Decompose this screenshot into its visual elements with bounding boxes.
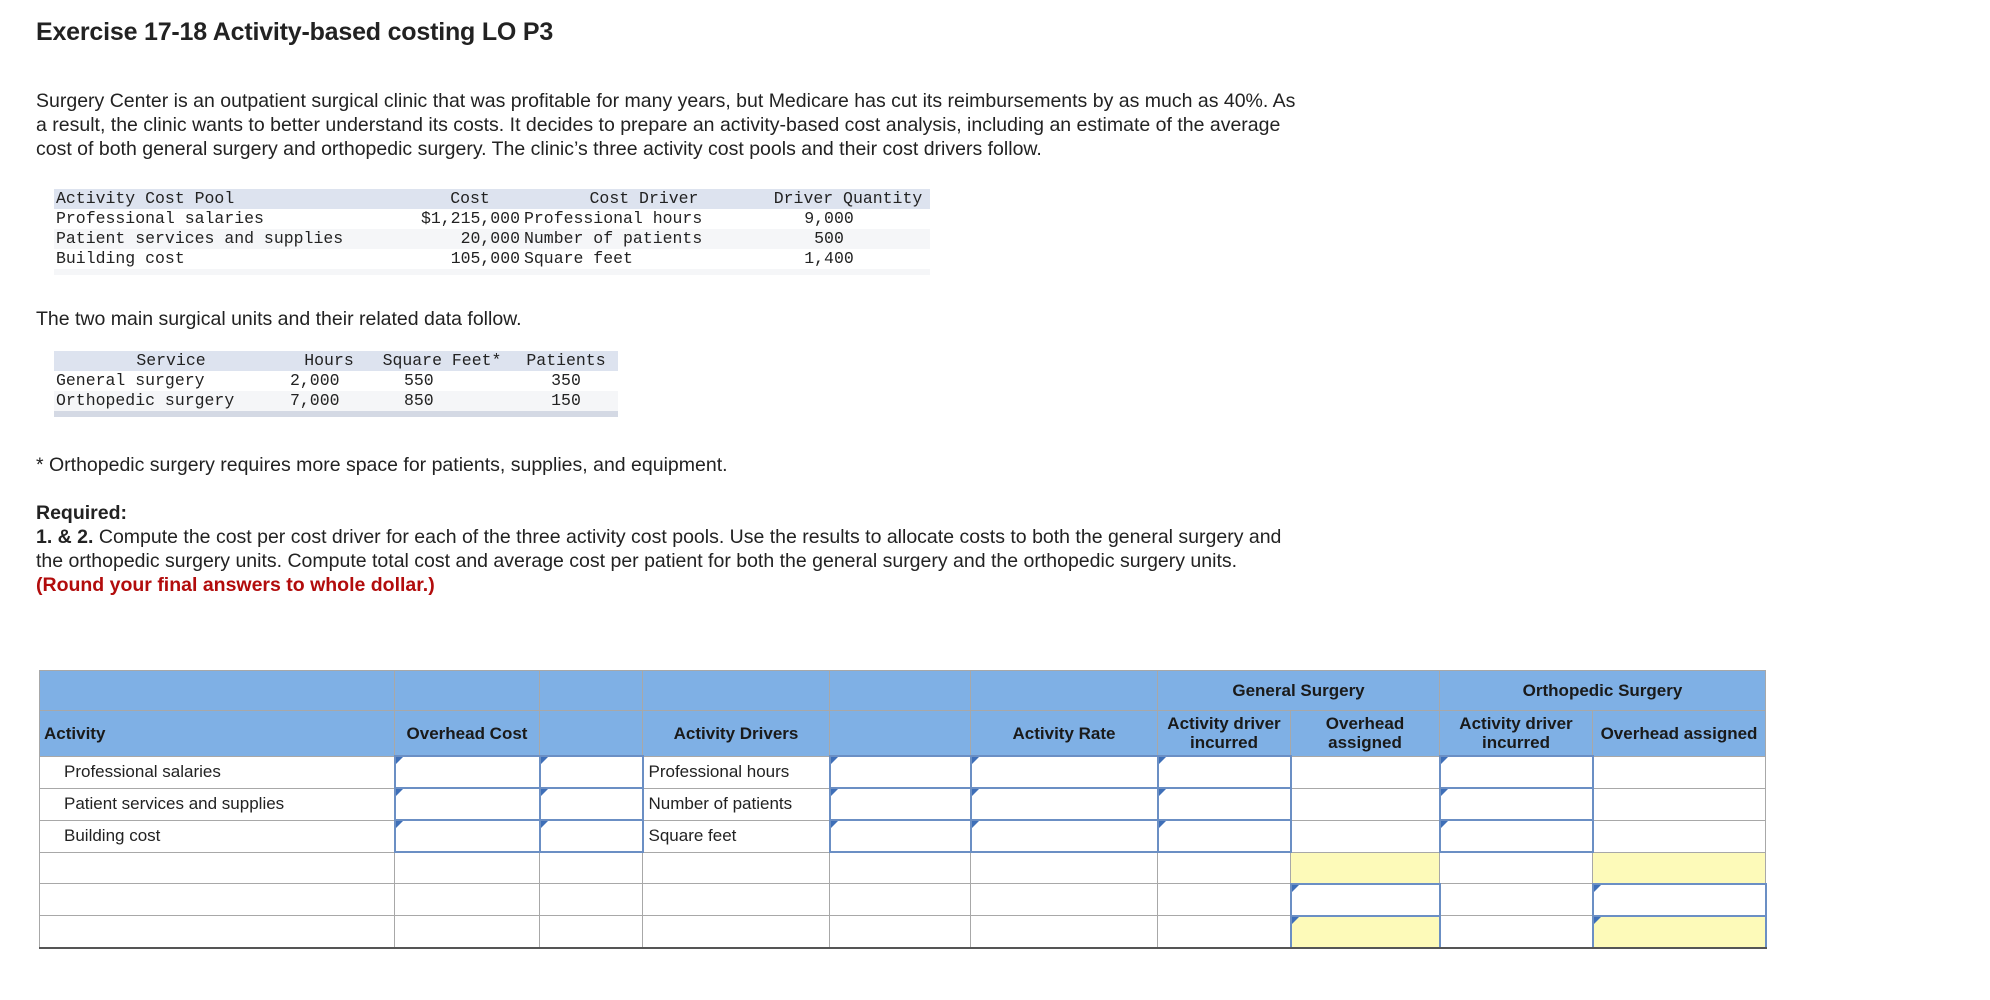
surgical-units-table bbox=[54, 351, 618, 417]
activity-label: Building cost bbox=[40, 820, 395, 852]
units-row bbox=[54, 391, 618, 411]
unit-sqft: 550 bbox=[404, 371, 434, 390]
units-header-patients: Patients bbox=[514, 351, 618, 371]
driver-quantity-input[interactable] bbox=[830, 820, 971, 852]
activity-driver-label: Number of patients bbox=[643, 788, 830, 820]
pool-cost: 20,000 bbox=[418, 229, 522, 249]
activity-rate-input[interactable] bbox=[971, 756, 1158, 788]
ortho-average-cost-input[interactable] bbox=[1593, 916, 1766, 948]
pool-driver: Professional hours bbox=[524, 209, 703, 228]
overhead-cost-unit-input[interactable] bbox=[540, 756, 643, 788]
general-driver-input[interactable] bbox=[1158, 756, 1291, 788]
grid-row-professional-salaries bbox=[40, 756, 1766, 788]
ortho-driver-input[interactable] bbox=[1440, 756, 1593, 788]
driver-quantity-input[interactable] bbox=[830, 756, 971, 788]
pool-name: Patient services and supplies bbox=[54, 229, 418, 249]
general-driver-input[interactable] bbox=[1158, 820, 1291, 852]
intro-paragraph: Surgery Center is an outpatient surgical clinic that was profitable for many years, but Medicare has cut its reimbursements by as much as 40%. As a result, the clinic wants to better understand its costs. It decides to prepare an activity-based cost analysis, including an estimate of the average cost of both general surgery and orthopedic surgery. The clinic’s three activity cost pools and their cost drivers follow. bbox=[36, 90, 1296, 160]
answer-grid bbox=[39, 670, 1767, 949]
required-number: 1. & 2. bbox=[36, 526, 94, 548]
unit-name: General surgery bbox=[56, 371, 205, 390]
ortho-driver-incurred-header: Activity driver incurred bbox=[1440, 711, 1593, 757]
general-surgery-group-header: General Surgery bbox=[1158, 671, 1440, 711]
unit-name: Orthopedic surgery bbox=[54, 391, 288, 411]
units-header-hours: Hours bbox=[288, 351, 370, 371]
pool-driver: Number of patients bbox=[522, 229, 766, 249]
general-overhead-cell bbox=[1291, 756, 1440, 788]
pool-name: Professional salaries bbox=[56, 209, 264, 228]
col-activity-rate-header: Activity Rate bbox=[971, 711, 1158, 757]
general-driver-incurred-header: Activity driver incurred bbox=[1158, 711, 1291, 757]
general-driver-input[interactable] bbox=[1158, 788, 1291, 820]
pool-quantity: 1,400 bbox=[804, 249, 854, 268]
general-total-cost-cell bbox=[1291, 852, 1440, 884]
general-patients-input[interactable] bbox=[1291, 884, 1440, 916]
activity-rate-input[interactable] bbox=[971, 788, 1158, 820]
general-overhead-cell bbox=[1291, 788, 1440, 820]
unit-hours: 7,000 bbox=[288, 391, 370, 411]
ortho-overhead-cell bbox=[1593, 820, 1766, 852]
pools-header-driver: Cost Driver bbox=[522, 189, 766, 209]
pool-quantity: 500 bbox=[766, 229, 930, 249]
orthopedic-surgery-group-header: Orthopedic Surgery bbox=[1440, 671, 1766, 711]
grid-row-total bbox=[40, 852, 1766, 884]
activity-driver-label: Professional hours bbox=[643, 756, 830, 788]
ortho-overhead-cell bbox=[1593, 756, 1766, 788]
general-overhead-assigned-header: Overhead assigned bbox=[1291, 711, 1440, 757]
unit-hours: 2,000 bbox=[290, 371, 340, 390]
exercise-title: Exercise 17-18 Activity-based costing LO P3 bbox=[36, 18, 554, 46]
pools-header-quantity: Driver Quantity bbox=[766, 189, 930, 209]
grid-row-average-cost bbox=[40, 916, 1766, 948]
required-text: Compute the cost per cost driver for each of the three activity cost pools. Use the results to allocate costs to both the general surgery and the orthopedic surgery units. Compute total cost and average cost per patient for both the general surgery and the orthopedic surgery units. bbox=[36, 526, 1282, 572]
col-activity-drivers-header: Activity Drivers bbox=[643, 711, 830, 757]
activity-label: Patient services and supplies bbox=[40, 788, 395, 820]
activity-label: Professional salaries bbox=[40, 756, 395, 788]
pools-row bbox=[54, 249, 930, 269]
grid-header-blank bbox=[40, 671, 395, 711]
pool-cost: $1,215,000 bbox=[420, 209, 520, 228]
ortho-driver-input[interactable] bbox=[1440, 820, 1593, 852]
units-intro: The two main surgical units and their related data follow. bbox=[36, 308, 522, 330]
general-average-cost-input[interactable] bbox=[1291, 916, 1440, 948]
pool-driver: Square feet bbox=[524, 249, 633, 268]
general-overhead-cell bbox=[1291, 820, 1440, 852]
ortho-driver-input[interactable] bbox=[1440, 788, 1593, 820]
pools-header-pool: Activity Cost Pool bbox=[54, 189, 418, 209]
units-header-sqft: Square Feet* bbox=[370, 351, 514, 371]
ortho-overhead-cell bbox=[1593, 788, 1766, 820]
units-row bbox=[54, 371, 618, 391]
grid-row-patients bbox=[40, 884, 1766, 916]
ortho-patients-input[interactable] bbox=[1593, 884, 1766, 916]
ortho-overhead-assigned-header: Overhead assigned bbox=[1593, 711, 1766, 757]
grid-row-building-cost bbox=[40, 820, 1766, 852]
overhead-cost-input[interactable] bbox=[395, 788, 540, 820]
unit-patients: 150 bbox=[514, 391, 618, 411]
activity-rate-input[interactable] bbox=[971, 820, 1158, 852]
unit-sqft: 850 bbox=[370, 391, 514, 411]
pool-name: Building cost bbox=[56, 249, 185, 268]
overhead-cost-input[interactable] bbox=[395, 820, 540, 852]
pools-header-cost: Cost bbox=[418, 189, 522, 209]
col-activity-header: Activity bbox=[40, 711, 395, 757]
pool-quantity: 9,000 bbox=[804, 209, 854, 228]
units-header-service: Service bbox=[54, 351, 288, 371]
rounding-note: (Round your final answers to whole dollar.) bbox=[36, 574, 435, 596]
pools-row bbox=[54, 229, 930, 249]
overhead-cost-unit-input[interactable] bbox=[540, 788, 643, 820]
overhead-cost-unit-input[interactable] bbox=[540, 820, 643, 852]
col-overhead-cost-header: Overhead Cost bbox=[395, 711, 540, 757]
ortho-total-cost-cell bbox=[1593, 852, 1766, 884]
grid-row-patient-services bbox=[40, 788, 1766, 820]
footnote: * Orthopedic surgery requires more space for patients, supplies, and equipment. bbox=[36, 454, 728, 476]
required-section bbox=[36, 501, 1286, 597]
unit-patients: 350 bbox=[551, 371, 581, 390]
activity-pools-table bbox=[54, 189, 930, 275]
activity-driver-label: Square feet bbox=[643, 820, 830, 852]
required-heading: Required: bbox=[36, 502, 128, 524]
driver-quantity-input[interactable] bbox=[830, 788, 971, 820]
overhead-cost-input[interactable] bbox=[395, 756, 540, 788]
pool-cost: 105,000 bbox=[450, 249, 520, 268]
pools-row bbox=[54, 209, 930, 229]
